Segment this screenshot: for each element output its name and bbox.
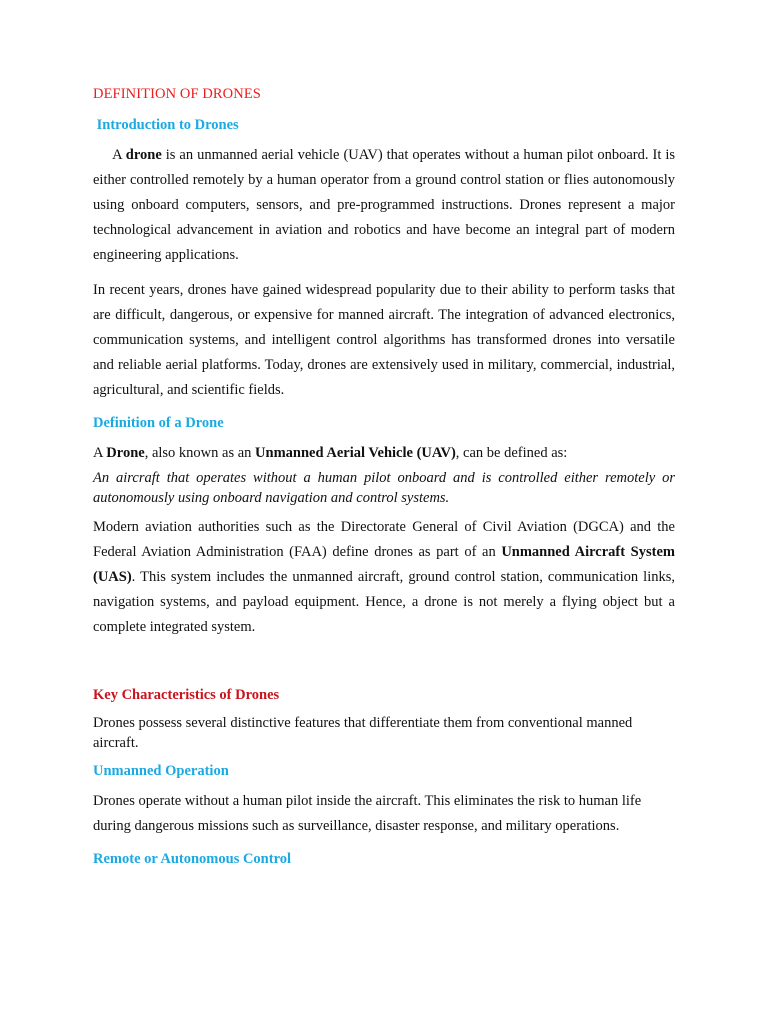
definition-text: , can be defined as: bbox=[455, 445, 568, 461]
paragraph-text: Modern aviation authorities such as the Directorate General of Civil Aviation (DGCA) and the Federal Aviation Administration (FAA) define drones as part of an bbox=[93, 519, 675, 560]
term-uav: Unmanned Aerial Vehicle (UAV) bbox=[255, 445, 456, 461]
paragraph-popularity: In recent years, drones have gained widespread popularity due to their ability to perform tasks that are difficult, dangerous, or expensive for manned aircraft. The integration of advanced electronics, communication systems, and intelligent control algorithms has transformed drones into versatile and reliable aerial platforms. Today, drones are extensively used in military, commercial, industrial, agricultural, and scientific fields. bbox=[93, 282, 675, 398]
definition-text: A bbox=[93, 445, 107, 461]
document-title: DEFINITION OF DRONES bbox=[93, 86, 261, 102]
paragraph-characteristics-intro: Drones possess several distinctive features that differentiate them from conventional manned aircraft. bbox=[93, 715, 633, 751]
document-page bbox=[93, 84, 675, 869]
definition-quote: An aircraft that operates without a human pilot onboard and is controlled either remotely or autonomously using onboard navigation and control systems. bbox=[93, 470, 675, 506]
definition-line bbox=[93, 441, 675, 466]
paragraph-unmanned-operation: Drones operate without a human pilot inside the aircraft. This eliminates the risk to human life during dangerous missions such as surveillance, disaster response, and military operations. bbox=[93, 793, 642, 834]
paragraph-drone-intro bbox=[93, 143, 675, 268]
paragraph-text: . This system includes the unmanned aircraft, ground control station, communication links, navigation systems, and payload equipment. Hence, a drone is not merely a flying object but a complete integrated system. bbox=[93, 569, 675, 635]
heading-introduction: Introduction to Drones bbox=[93, 117, 239, 133]
paragraph-text: A bbox=[93, 147, 126, 163]
term-uas: Unmanned Aircraft System (UAS) bbox=[93, 544, 675, 585]
heading-unmanned-operation: Unmanned Operation bbox=[93, 763, 229, 779]
heading-remote-control: Remote or Autonomous Control bbox=[93, 851, 292, 867]
heading-definition: Definition of a Drone bbox=[93, 415, 224, 431]
definition-text: , also known as an bbox=[144, 445, 256, 461]
paragraph-uas bbox=[93, 515, 675, 640]
term-drone: drone bbox=[125, 147, 162, 163]
paragraph-text: is an unmanned aerial vehicle (UAV) that operates without a human pilot onboard. It is either controlled remotely by a human operator from a ground control station or flies autonomously using onboard computers, sensors, and pre-programmed instructions. Drones represent a major technological advancement in aviation and robotics and have become an integral part of modern engineering applications. bbox=[93, 147, 676, 263]
heading-key-characteristics: Key Characteristics of Drones bbox=[93, 687, 280, 703]
term-drone-bold: Drone bbox=[106, 445, 145, 461]
